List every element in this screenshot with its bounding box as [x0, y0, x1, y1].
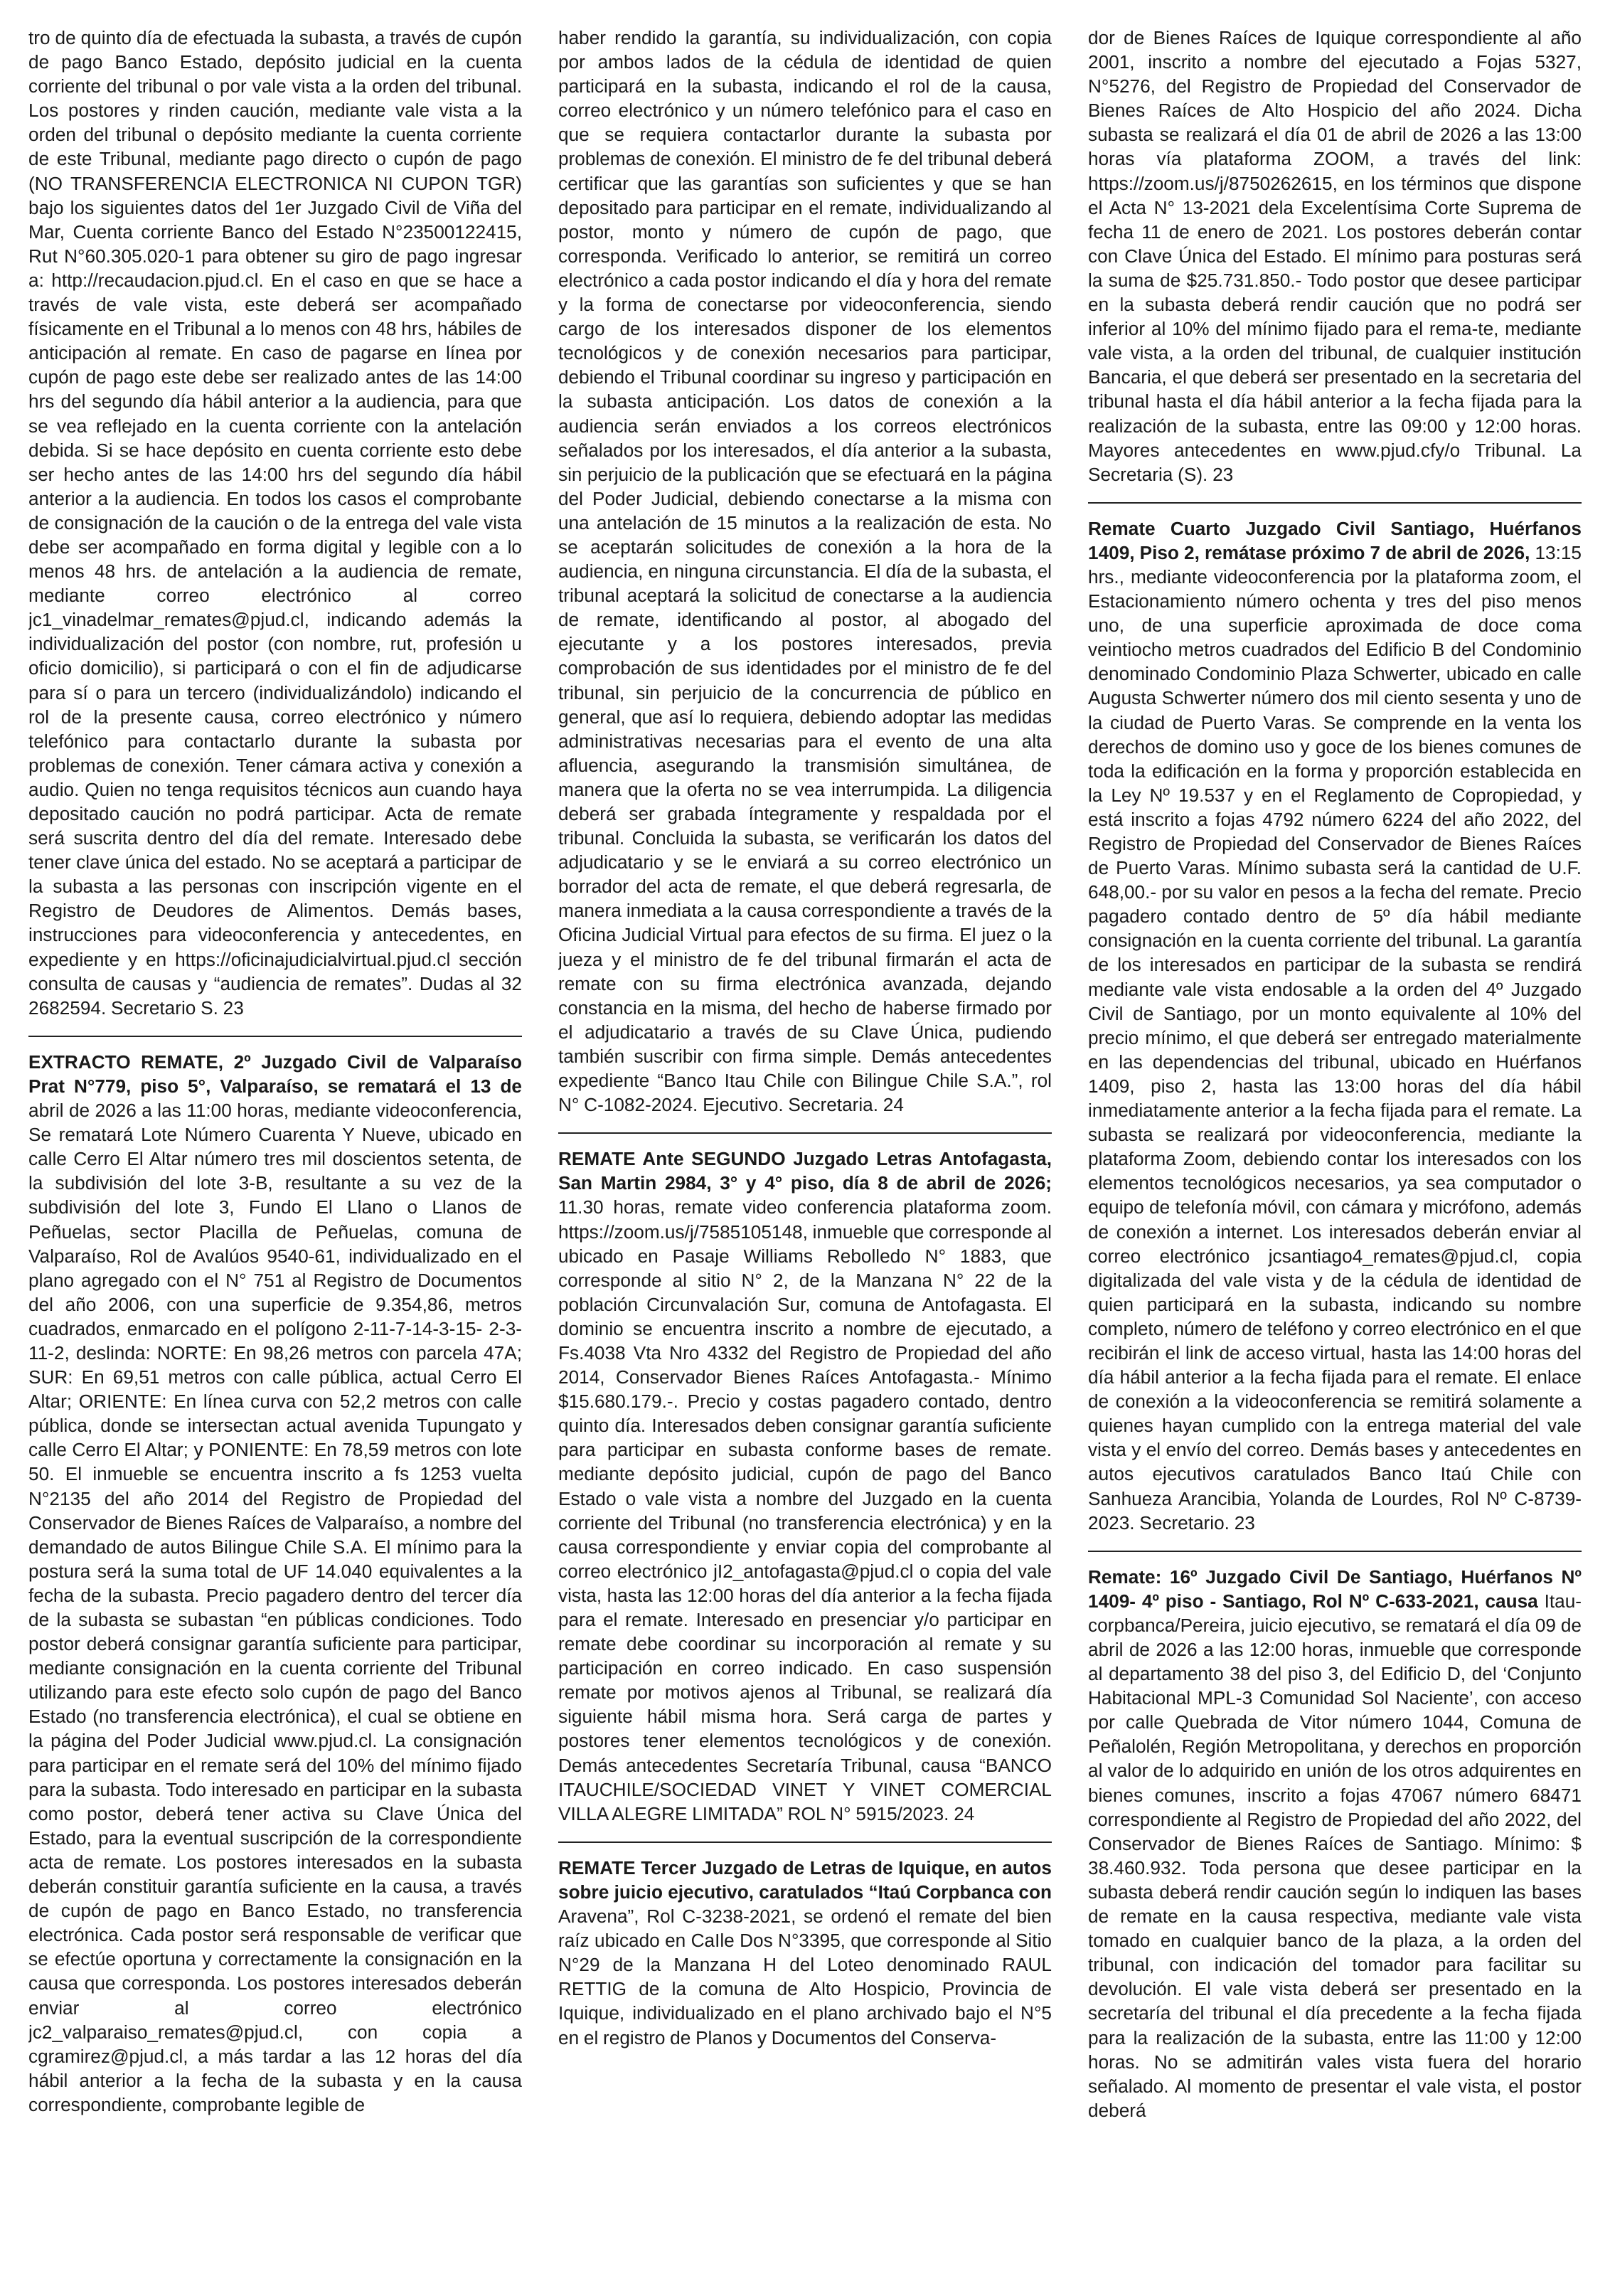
- notice-text: Itau-corpbanca/Pereira, juicio ejecutivo, se rematará el día 09 de abril de 2026 a las 12:00 horas, inmueble que corresponde al departamento 38 del piso 3, del Edificio D, del ‘Conjunto Habitacional MPL-3 Comunidad Sol Naciente’, con acceso por calle Quebrada de Vitor número 1044, Comuna de Peñalolén, Región Metropolitana, y derechos en proporción al valor de lo adquirido en unión de los otros adquirentes en bienes comunes, inscrito a fojas 47067 número 68471 correspondiente al Registro de Propiedad del año 2022, del Conservador de Bienes Raíces de Santiago. Mínimo: $ 38.460.932. Toda persona que desee participar en la subasta deberá rendir caución según lo indiquen las bases de remate en la causa respectiva, mediante vale vista tomado en cualquier banco de la plaza, a la orden del tribunal, con indicación del tomador para facilitar su devolución. El vale vista deberá ser presentado en la secretaría del tribunal el día precedente a la fecha fijada para la realización de la subasta, entre las 11:00 y 12:00 horas. No se admitirán vales vista fuera del horario señalado. Al momento de presentar el vale vista, el postor deberá: [1088, 1590, 1582, 2121]
- notice-body: [558, 1856, 1052, 2050]
- column-1: [28, 26, 522, 2273]
- notice-body: [558, 1147, 1052, 1826]
- notice-text: 13:15 hrs., mediante videoconferencia por la plataforma zoom, el Estacionamiento número ochenta y tres del piso menos uno, de una superficie aproximada de doce coma veintiocho metros cuadrados del Edificio B del Condominio denominado Condominio Plaza Schwerter, ubicado en calle Augusta Schwerter número dos mil ciento sesenta y uno de la ciudad de Puerto Varas. Se comprende en la venta los derechos de domino uso y goce de los bienes comunes de toda la edificación en la forma y proporción establecida en la Ley Nº 19.537 y en el Reglamento de Copropiedad, y está inscrito a fojas 4792 número 6224 del año 2022, del Registro de Propiedad del Conservador de Bienes Raíces de Puerto Varas. Mínimo subasta será la cantidad de U.F. 648,00.- por su valor en pesos a la fecha del remate. Precio pagadero contado dentro de 5º día hábil mediante consignación en la cuenta corriente del tribunal. La garantía de los interesados en participar de la subasta se rendirá mediante vale vista endosable a la orden del 4º Juzgado Civil de Santiago, por un monto equivalente al 10% del precio mínimo, el que deberá ser entregado materialmente en las dependencias del tribunal, ubicado en Huérfanos 1409, piso 2, hasta las 13:00 horas del día hábil inmediatamente anterior a la fecha fijada para el remate. La subasta se realizará por videoconferencia, mediante la plataforma Zoom, debiendo contar los interesados con los elementos tecnológicos necesarios, ya sea computador o equipo de telefonía móvil, con cámara y micrófono, además de conexión a internet. Los interesados deberán enviar al correo electrónico jcsantiago4_remates@pjud.cl, copia digitalizada del vale vista y de la cédula de identidad de quien participará en la subasta, indicando su nombre completo, número de teléfono y correo electrónico en el que recibirán el link de acceso virtual, hasta las 14:00 horas del día hábil anterior a la fecha fijada para el remate. El enlace de conexión a la videoconferencia se remitirá solamente a quienes hayan cumplido con la entrega material del vale vista y el envío del correo. Demás bases y antecedentes en autos ejecutivos caratulados Banco Itaú Chile con Sanhueza Arancibia, Yolanda de Lourdes, Rol Nº C-8739-2023. Secretario. 23: [1088, 541, 1582, 1534]
- notice-text: Aravena”, Rol C-3238-2021, se ordenó el remate del bien raíz ubicado en CaIle Dos N°3395, que corresponde al Sitio N°29 de la Manzana H del Loteo denominado RAUL RETTIG de la comuna de Alto Hospicio, Provincia de Iquique, individualizado en el plano archivado bajo el N°5 en el registro de Planos y Documentos del Conserva-: [558, 1906, 1052, 2048]
- column-2: [558, 26, 1052, 2273]
- notice-heading: Remate: 16º Juzgado Civil De Santiago, Huérfanos Nº 1409- 4º piso - Santiago, Rol Nº C-633-2021, causa: [1088, 1566, 1582, 1612]
- notice-remate-16-juzgado-santiago: [1088, 1551, 1582, 2122]
- notice-text: tro de quinto día de efectuada la subasta, a través de cupón de pago Banco Estado, depósito judicial en la cuenta corriente del tribunal o por vale vista a la orden del tribunal. Los postores y rinden caución, mediante vale vista a la orden del tribunal o depósito mediante la cuenta corriente de este Tribunal, mediante pago directo o cupón de pago (NO TRANSFERENCIA ELECTRONICA NI CUPON TGR) bajo los siguientes datos del 1er Juzgado Civil de Viña del Mar, Cuenta corriente Banco del Estado N°23500122415, Rut N°60.305.020-1 para obtener su giro de pago ingresar a: http://recaudacion.pjud.cl. En el caso en que se hace a través de vale vista, este deberá ser acompañado físicamente en el Tribunal a lo menos con 48 hrs, hábiles de anticipación al remate. En caso de pagarse en línea por cupón de pago este debe ser realizado antes de las 14:00 hrs del segundo día hábil anterior a la audiencia, para que se vea reflejado en la cuenta corriente con la antelación debida. Si se hace depósito en cuenta corriente esto debe ser hecho antes de las 14:00 hrs del segundo día hábil anterior a la audiencia. En todos los casos el comprobante de consignación de la caución o de la entrega del vale vista debe ser acompañado en forma digital y legible con a lo menos 48 hrs. de antelación a la audiencia de remate, mediante correo electrónico al correo jc1_vinadelmar_remates@pjud.cl, indicando además la individualización del postor (con nombre, rut, profesión u oficio domicilio), si participará o con el fin de adjudicarse para sí o para un tercero (individualizándolo) indicando el rol de la presente causa, correo electrónico y número telefónico para contactarlo durante la subasta por problemas de conexión. Tener cámara activa y conexión a audio. Quien no tenga requisitos técnicos aun cuando haya depositado caución no podrá participar. Acta de remate será suscrita dentro del día del remate. Interesado debe tener clave única del estado. No se aceptará a participar de la subasta a las personas con inscripción vigente en el Registro de Deudores de Alimentos. Demás bases, instrucciones para videoconferencia y antecedentes, en expediente y en https://oficinajudicialvirtual.pjud.cl sección consulta de causas y “audiencia de remates”. Dudas al 32 2682594. Secretario S. 23: [28, 27, 522, 1019]
- notice-body: [28, 26, 522, 1020]
- notice-text: haber rendido la garantía, su individualización, con copia por ambos lados de la cédula de identidad de quien participará en la subasta, indicando el rol de la causa, correo electrónico y un número telefónico para el caso en que se requiera contactarlor durante la subasta por problemas de conexión. El ministro de fe del tribunal deberá certificar que las garantías son suficientes y que se han depositado para participar en el remate, individualizando al postor, monto y número de cupón de pago, que corresponda. Verificado lo anterior, se remitirá un correo electrónico a cada postor indicando el día y hora del remate y la forma de conectarse por videoconferencia, siendo cargo de los interesados disponer de los elementos tecnológicos y de conexión necesarios para participar, debiendo el Tribunal coordinar su ingreso y participación en la subasta anticipación. Los datos de conexión a la audiencia serán enviados a los correos electrónicos señalados por los interesados, el día anterior a la subasta, sin perjuicio de la publicación que se efectuará en la página del Poder Judicial, debiendo conectarse a la misma con una antelación de 15 minutos a la realización de esta. No se aceptarán solicitudes de conexión a la hora de la audiencia, en ninguna circunstancia. El día de la subasta, el tribunal aceptará la solicitud de conectarse a la audiencia de remate, identificando al postor, al abogado del ejecutante y a los postores interesados, previa comprobación de sus identidades por el ministro de fe del tribunal, sin perjuicio de la concurrencia de público en general, que así lo requiera, debiendo adoptar las medidas administrativas necesarias para el evento de una alta afluencia, asegurando la transmisión simultánea, de manera que la oferta no se vea interrumpida. La diligencia deberá ser grabada íntegramente y respaldada por el tribunal. Concluida la subasta, se verificarán los datos del adjudicatario y se le enviará a su correo electrónico un borrador del acta de remate, el que deberá regresarla, de manera inmediata a la causa correspondiente a través de la Oficina Judicial Virtual para efectos de su firma. El juez o la jueza y el ministro de fe del tribunal firmarán el acta de remate con su firma electrónica avanzada, dejando constancia en la misma, del hecho de haberse firmado por el adjudicatario a través de su Clave Única, pudiendo también suscribir con firma simple. Demás antecedentes expediente “Banco Itau Chile con Bilingue Chile S.A.”, rol N° C-1082-2024. Ejecutivo. Secretaria. 24: [558, 27, 1052, 1116]
- column-3: [1088, 26, 1582, 2273]
- notice-body: [558, 26, 1052, 1117]
- notice-text: dor de Bienes Raíces de Iquique correspondiente al año 2001, inscrito a nombre del ejecutado a Fojas 5327, N°5276, del Registro de Propiedad del Conservador de Bienes Raíces de Alto Hospicio del año 2024. Dicha subasta se realizará el día 01 de abril de 2026 a las 13:00 horas vía plataforma ZOOM, a través del link: https://zoom.us/j/8750262615, en los términos que dispone el Acta N° 13-2021 dela Excelentísima Corte Suprema de fecha 11 de enero de 2021. Los postores deberán contar con Clave Única del Estado. El mínimo para posturas será la suma de $25.731.850.- Todo postor que desee participar en la subasta deberá rendir caución que no podrá ser inferior al 10% del mínimo fijado para el rema-te, mediante vale vista, a la orden del tribunal, de cualquier institución Bancaria, el que deberá ser presentado en la secretaria del tribunal hasta el día hábil anterior a la fecha fijada para la realización de la subasta, entre las 09:00 y 12:00 horas. Mayores antecedentes en www.pjud.cfy/o Tribunal. La Secretaria (S). 23: [1088, 27, 1582, 485]
- notice-body: [1088, 26, 1582, 487]
- notice-extracto-remate-valparaiso: [28, 1036, 522, 2117]
- notice-text: 11.30 horas, remate video conferencia plataforma zoom. https://zoom.us/j/7585105148, inmueble que corresponde al ubicado en Pasaje Williams Rebolledo N° 1883, que corresponde al sitio N° 2, de la Manzana N° 22 de la población Circunvalación Sur, comuna de Antofagasta. El dominio se encuentra inscrito a nombre de ejecutado, a Fs.4038 Vta Nro 4332 del Registro de Propiedad del año 2014, Conservador Bienes Raíces Antofagasta.- Mínimo $15.680.179.-. Precio y costas pagadero contado, dentro quinto día. Interesados deben consignar garantía suficiente para participar en subasta conforme bases de remate. mediante depósito judicial, cupón de pago del Banco Estado o vale vista a nombre del Juzgado en la cuenta corriente del Tribunal (no transferencia electrónica) y en la causa correspondiente y enviar copia del comprobante al correo electrónico jI2_antofagasta@pjud.cl o copia del vale vista, hasta las 12:00 horas del día anterior a la fecha fijada para el remate. Interesado en presenciar y/o participar en remate debe coordinar su incorporación aI remate y su participación en correo indicado. En caso suspensión remate por motivos ajenos al Tribunal, se realizará día siguiente hábil misma hora. Será carga de partes y postores tener elementos tecnológicos y de conexión. Demás antecedentes Secretaría Tribunal, causa “BANCO ITAUCHILE/SOCIEDAD VINET Y VINET COMERCIAL VILLA ALEGRE LIMITADA” ROL N° 5915/2023. 24: [558, 1196, 1052, 1824]
- notice-body: [1088, 1565, 1582, 2122]
- notice-continuation-vina-del-mar: [28, 26, 522, 1020]
- notice-body: [1088, 516, 1582, 1535]
- notice-heading: REMATE Ante SEGUNDO Juzgado Letras Antofagasta, San Martin 2984, 3° y 4° piso, día 8 de abril de 2026;: [558, 1148, 1052, 1194]
- notice-remate-antofagasta: [558, 1132, 1052, 1826]
- notice-remate-iquique: [558, 1841, 1052, 2050]
- notice-text: abril de 2026 a las 11:00 horas, mediante videoconferencia, Se rematará Lote Número Cuarenta Y Nueve, ubicado en calle Cerro El Altar número tres mil doscientos setenta, de la subdivisión del lote 3-B, resultante a su vez de la subdivisión del lote 3, Fundo El Llano o Llanos de Peñuelas, sector Placilla de Peñuelas, comuna de Valparaíso, Rol de Avalúos 9540-61, individualizado en el plano agregado con el N° 751 al Registro de Documentos del año 2006, con una superficie de 9.354,86, metros cuadrados, enmarcado en el polígono 2-11-7-14-3-15- 2-3-11-2, deslinda: NORTE: En 98,26 metros con parcela 47A; SUR: En 69,51 metros con calle pública, actual Cerro El Altar; ORIENTE: En línea curva con 52,2 metros con calle pública, donde se intersectan actual avenida Tupungato y calle Cerro El Altar; y PONIENTE: En 78,59 metros con lote 50. El inmueble se encuentra inscrito a fs 1253 vuelta N°2135 del año 2014 del Registro de Propiedad del Conservador de Bienes Raíces de Valparaíso, a nombre del demandado de autos Bilingue Chile S.A. El mínimo para la postura será la suma total de UF 14.040 equivalentes a la fecha de la subasta. Precio pagadero dentro del tercer día de la subasta se subastan “en públicas condiciones. Todo postor deberá consignar garantía suficiente para participar, mediante consignación en la cuenta corriente del Tribunal utilizando para este efecto solo cupón de pago del Banco Estado (no transferencia electrónica), el cual se obtiene en la página del Poder Judicial www.pjud.cl. La consignación para participar en el remate será del 10% del mínimo fijado para la subasta. Todo interesado en participar en la subasta como postor, deberá tener activa su Clave Única del Estado, para la eventual suscripción de la correspondiente acta de remate. Los postores interesados en la subasta deberán constituir garantía suficiente en la causa, a través de cupón de pago en Banco Estado, no transferencia electrónica. Cada postor será responsable de verificar que se efectúe oportuna y correctamente la consignación en la causa que corresponda. Los postores interesados deberán enviar al correo electrónico jc2_valparaiso_remates@pjud.cl, con copia a cgramirez@pjud.cl, a más tardar a las 12 horas del día hábil anterior a la fecha de la subasta y en la causa correspondiente, comprobante legible de: [28, 1100, 522, 2115]
- newspaper-page: [28, 26, 1582, 2273]
- notice-continuation-valparaiso: [558, 26, 1052, 1117]
- notice-heading: REMATE Tercer Juzgado de Letras de Iquique, en autos sobre juicio ejecutivo, caratulados “Itaú Corpbanca con: [558, 1856, 1052, 1903]
- notice-body: [28, 1050, 522, 2117]
- notice-heading: Remate Cuarto Juzgado Civil Santiago, Huérfanos 1409, Piso 2, remátase próximo 7 de abril de 2026,: [1088, 517, 1582, 563]
- notice-heading: EXTRACTO REMATE, 2º Juzgado Civil de Valparaíso Prat N°779, piso 5°, Valparaíso, se rematará el 13 de: [28, 1051, 522, 1097]
- notice-remate-cuarto-juzgado-santiago: [1088, 502, 1582, 1535]
- notice-continuation-iquique: [1088, 26, 1582, 487]
